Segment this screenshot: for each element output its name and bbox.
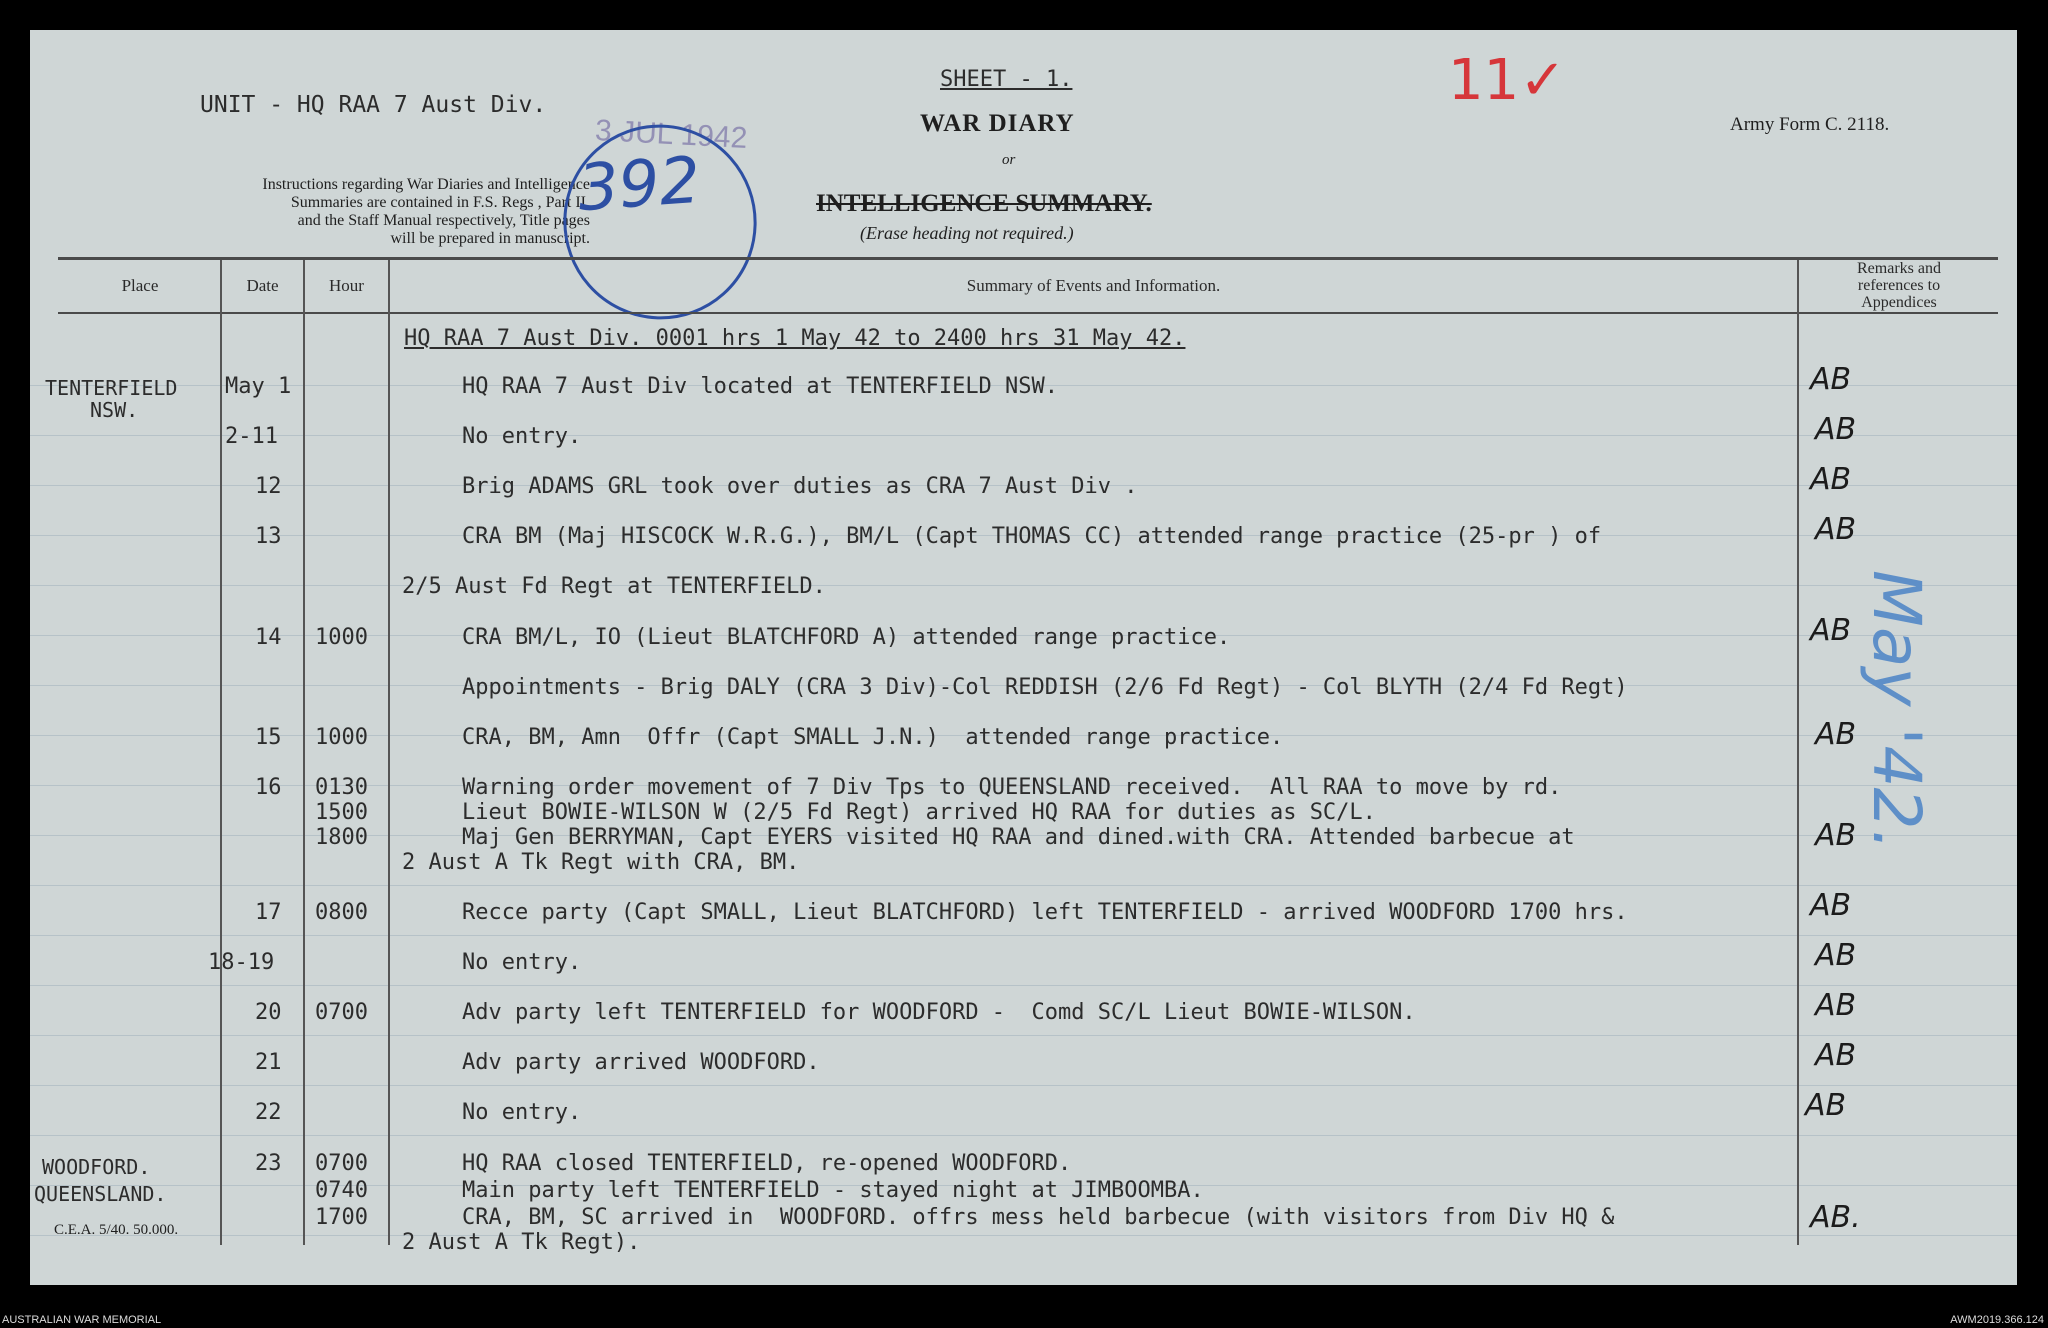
entry-text: Main party left TENTERFIELD - stayed night at JIMBOOMBA. — [462, 1178, 1204, 1203]
column-divider — [1797, 260, 1799, 1245]
entry-date: 13 — [255, 524, 282, 549]
red-check-mark: 11✓ — [1448, 48, 1567, 113]
or-label: or — [1002, 152, 1016, 168]
column-divider — [220, 260, 222, 1245]
entry-date: 17 — [255, 900, 282, 925]
place-woodford: WOODFORD. — [42, 1155, 151, 1179]
col-header-date: Date — [246, 276, 279, 295]
entry-initials: AB — [1815, 717, 1857, 752]
entry-text: No entry. — [462, 424, 582, 449]
entry-initials: AB — [1815, 818, 1857, 853]
col-header-place: Place — [121, 276, 159, 295]
place-nsw: NSW. — [90, 398, 139, 422]
army-form-number: Army Form C. 2118. — [1730, 114, 1890, 135]
entry-initials: AB — [1810, 888, 1852, 923]
diary-sheet — [30, 30, 2017, 1285]
entry-hour: 1000 — [315, 625, 368, 650]
ruled-line — [30, 435, 2017, 436]
column-divider — [388, 260, 390, 1245]
entry-hour: 1800 — [315, 825, 368, 850]
entry-initials: AB — [1810, 362, 1852, 397]
entry-text: Appointments - Brig DALY (CRA 3 Div)-Col REDDISH (2/6 Fd Regt) - Col BLYTH (2/4 Fd Regt) — [462, 675, 1628, 700]
ruled-line — [30, 985, 2017, 986]
entry-initials: AB — [1805, 1088, 1847, 1123]
entry-text: Recce party (Capt SMALL, Lieut BLATCHFORD) left TENTERFIELD - arrived WOODFORD 1700 hrs. — [462, 900, 1628, 925]
column-divider — [303, 260, 305, 1245]
instructions-line: Summaries are contained in F.S. Regs , Part II. — [290, 194, 590, 211]
remarks-line: references to — [1857, 277, 1941, 294]
ruled-line — [30, 935, 2017, 936]
ruled-line — [30, 1035, 2017, 1036]
entry-date: 20 — [255, 1000, 282, 1025]
sheet-number: SHEET - 1. — [940, 67, 1073, 92]
entry-initials: AB — [1815, 1038, 1857, 1073]
entry-text: No entry. — [462, 1100, 582, 1125]
footer-accession: AWM2019.366.124 — [1950, 1314, 2044, 1326]
remarks-line: Remarks and — [1857, 260, 1941, 277]
entry-date: 18-19 — [208, 950, 275, 975]
entry-date: 16 — [255, 775, 282, 800]
entry-date: 2-11 — [225, 424, 278, 449]
footer-credit: AUSTRALIAN WAR MEMORIAL — [2, 1314, 162, 1326]
instructions-block — [110, 176, 590, 248]
place-queensland: QUEENSLAND. — [34, 1182, 167, 1206]
col-header-summary: Summary of Events and Information. — [966, 276, 1221, 295]
entry-hour: 1000 — [315, 725, 368, 750]
table-top-rule — [58, 257, 1998, 260]
instructions-line: Instructions regarding War Diaries and Intelligence — [262, 176, 590, 193]
col-header-hour: Hour — [329, 276, 364, 295]
place-tenterfield: TENTERFIELD — [45, 376, 178, 400]
received-date-stamp: 3 JUL 1942 — [594, 114, 749, 155]
margin-note: May '42. — [1858, 570, 1935, 851]
entry-text: HQ RAA 7 Aust Div located at TENTERFIELD NSW. — [462, 374, 1059, 399]
entry-hour: 0700 — [315, 1000, 368, 1025]
entry-initials: AB — [1810, 462, 1852, 497]
entry-hour: 1500 — [315, 800, 368, 825]
entry-hour: 0130 — [315, 775, 368, 800]
entry-date: 21 — [255, 1050, 282, 1075]
form-code: C.E.A. 5/40. 50.000. — [54, 1222, 179, 1238]
entry-text: 2 Aust A Tk Regt). — [402, 1230, 641, 1255]
col-header-remarks — [1799, 260, 1999, 311]
ruled-line — [30, 585, 2017, 586]
entry-initials: AB — [1815, 938, 1857, 973]
entry-text: CRA, BM, SC arrived in WOODFORD. offrs mess held barbecue (with visitors from Div HQ & — [462, 1205, 1615, 1230]
ruled-line — [30, 1235, 2017, 1236]
entry-text: Warning order movement of 7 Div Tps to QUEENSLAND received. All RAA to move by rd. — [462, 775, 1562, 800]
entry-text: 2/5 Aust Fd Regt at TENTERFIELD. — [402, 574, 826, 599]
ruled-line — [30, 885, 2017, 886]
entry-text: Lieut BOWIE-WILSON W (2/5 Fd Regt) arrived HQ RAA for duties as SC/L. — [462, 800, 1376, 825]
page-title: WAR DIARY — [920, 110, 1075, 137]
subtitle: INTELLIGENCE SUMMARY. — [816, 190, 1152, 217]
erase-note: (Erase heading not required.) — [860, 223, 1074, 243]
entry-text: HQ RAA closed TENTERFIELD, re-opened WOODFORD. — [462, 1151, 1072, 1176]
entry-text: CRA BM/L, IO (Lieut BLATCHFORD A) attended range practice. — [462, 625, 1231, 650]
entry-date: 15 — [255, 725, 282, 750]
entry-hour: 0800 — [315, 900, 368, 925]
entry-hour: 1700 — [315, 1205, 368, 1230]
unit-title: UNIT - HQ RAA 7 Aust Div. — [200, 92, 547, 118]
entry-text: Adv party arrived WOODFORD. — [462, 1050, 820, 1075]
entry-initials: AB — [1810, 613, 1852, 648]
entry-text: 2 Aust A Tk Regt with CRA, BM. — [402, 850, 800, 875]
remarks-line: Appendices — [1861, 294, 1937, 311]
entry-initials: AB — [1815, 512, 1857, 547]
entry-hour: 0700 — [315, 1151, 368, 1176]
instructions-line: will be prepared in manuscript. — [390, 230, 590, 247]
instructions-line: and the Staff Manual respectively, Title pages — [297, 212, 590, 229]
entry-text: Adv party left TENTERFIELD for WOODFORD - Comd SC/L Lieut BOWIE-WILSON. — [462, 1000, 1416, 1025]
handwritten-number: 392 — [575, 143, 703, 227]
entry-text: CRA, BM, Amn Offr (Capt SMALL J.N.) attended range practice. — [462, 725, 1284, 750]
entry-date: 22 — [255, 1100, 282, 1125]
entry-initials: AB — [1815, 988, 1857, 1023]
entry-initials: AB — [1815, 412, 1857, 447]
table-header-rule — [58, 312, 1998, 314]
ruled-line — [30, 1085, 2017, 1086]
ruled-line — [30, 1135, 2017, 1136]
period-heading: HQ RAA 7 Aust Div. 0001 hrs 1 May 42 to 2400 hrs 31 May 42. — [404, 326, 1186, 351]
entry-text: Maj Gen BERRYMAN, Capt EYERS visited HQ RAA and dined.with CRA. Attended barbecue at — [462, 825, 1575, 850]
entry-date: May 1 — [225, 374, 292, 399]
entry-text: CRA BM (Maj HISCOCK W.R.G.), BM/L (Capt THOMAS CC) attended range practice (25-pr ) of — [462, 524, 1602, 549]
entry-date: 12 — [255, 474, 282, 499]
entry-initials: AB. — [1810, 1200, 1861, 1235]
entry-date: 23 — [255, 1151, 282, 1176]
entry-text: No entry. — [462, 950, 582, 975]
entry-date: 14 — [255, 625, 282, 650]
entry-hour: 0740 — [315, 1178, 368, 1203]
entry-text: Brig ADAMS GRL took over duties as CRA 7 Aust Div . — [462, 474, 1138, 499]
